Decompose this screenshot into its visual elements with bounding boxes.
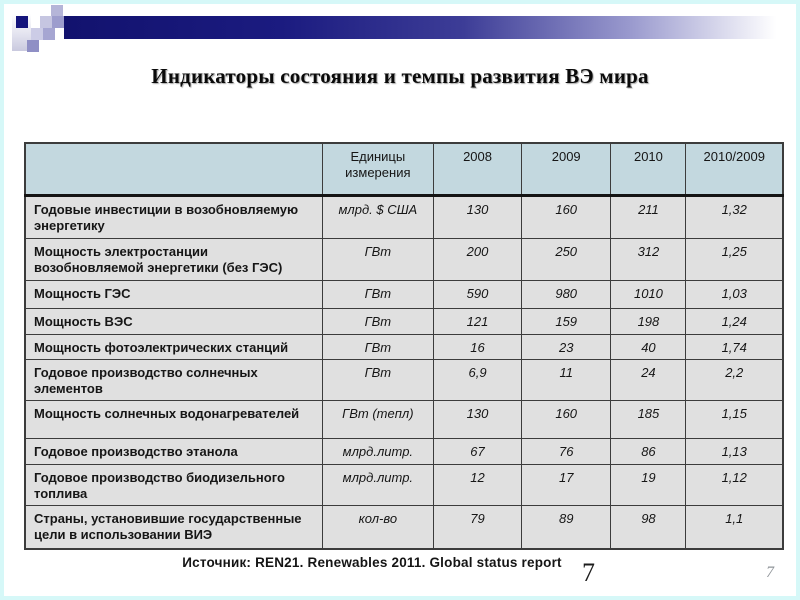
cell-ratio: 1,32: [686, 195, 783, 238]
cell-v2008: 130: [434, 195, 522, 238]
cell-v2009: 250: [521, 238, 610, 280]
cell-name: Мощность ВЭС: [25, 308, 322, 334]
cell-v2008: 130: [434, 401, 522, 439]
table-body: [25, 195, 783, 549]
deco-square: [40, 16, 52, 28]
cell-v2008: 79: [434, 506, 522, 549]
cell-v2009: 160: [521, 195, 610, 238]
indicators-table: [24, 142, 784, 550]
cell-v2010: 98: [611, 506, 686, 549]
cell-v2009: 89: [521, 506, 610, 549]
deco-square: [43, 28, 55, 40]
cell-v2009: 76: [521, 439, 610, 464]
cell-v2008: 200: [434, 238, 522, 280]
column-header: Единицы измерения: [322, 143, 433, 195]
cell-ratio: 1,12: [686, 464, 783, 506]
deco-square: [31, 28, 43, 40]
column-header: 2009: [521, 143, 610, 195]
cell-v2008: 121: [434, 308, 522, 334]
cell-unit: ГВт: [322, 359, 433, 401]
cell-v2010: 185: [611, 401, 686, 439]
table-header-row: [25, 143, 783, 195]
cell-v2010: 19: [611, 464, 686, 506]
cell-v2009: 159: [521, 308, 610, 334]
cell-unit: ГВт: [322, 334, 433, 359]
cell-name: Годовое производство этанола: [25, 439, 322, 464]
table-row: [25, 464, 783, 506]
table-row: [25, 280, 783, 308]
cell-v2008: 67: [434, 439, 522, 464]
cell-name: Мощность электростанции возобновляемой энергетики (без ГЭС): [25, 238, 322, 280]
cell-v2008: 12: [434, 464, 522, 506]
cell-v2009: 11: [521, 359, 610, 401]
cell-unit: ГВт: [322, 280, 433, 308]
cell-name: Страны, установившие государственные цели в использовании ВИЭ: [25, 506, 322, 549]
cell-name: Годовое производство биодизельного топлива: [25, 464, 322, 506]
cell-v2010: 312: [611, 238, 686, 280]
cell-ratio: 2,2: [686, 359, 783, 401]
cell-unit: млрд.литр.: [322, 439, 433, 464]
cell-v2008: 590: [434, 280, 522, 308]
cell-v2010: 198: [611, 308, 686, 334]
cell-name: Мощность ГЭС: [25, 280, 322, 308]
table-row: [25, 439, 783, 464]
table-row: [25, 238, 783, 280]
cell-ratio: 1,13: [686, 439, 783, 464]
cell-unit: ГВт (тепл): [322, 401, 433, 439]
cell-v2008: 16: [434, 334, 522, 359]
cell-v2009: 23: [521, 334, 610, 359]
source-caption: Источник: REN21. Renewables 2011. Global status report: [182, 555, 562, 570]
table-row: [25, 195, 783, 238]
cell-v2010: 24: [611, 359, 686, 401]
column-header: 2010/2009: [686, 143, 783, 195]
cell-name: Годовые инвестиции в возобновляемую энергетику: [25, 195, 322, 238]
cell-name: Мощность фотоэлектрических станций: [25, 334, 322, 359]
cell-v2009: 160: [521, 401, 610, 439]
cell-ratio: 1,24: [686, 308, 783, 334]
cell-ratio: 1,03: [686, 280, 783, 308]
cell-unit: ГВт: [322, 308, 433, 334]
column-header: 2008: [434, 143, 522, 195]
indicators-table-wrap: [24, 142, 784, 550]
cell-v2010: 86: [611, 439, 686, 464]
cell-v2008: 6,9: [434, 359, 522, 401]
cell-unit: млрд.литр.: [322, 464, 433, 506]
column-header: [25, 143, 322, 195]
deco-square: [52, 16, 64, 28]
cell-ratio: 1,74: [686, 334, 783, 359]
cell-v2010: 40: [611, 334, 686, 359]
table-row: [25, 401, 783, 439]
cell-name: Мощность солнечных водонагревателей: [25, 401, 322, 439]
table-row: [25, 308, 783, 334]
cell-v2009: 17: [521, 464, 610, 506]
cell-v2009: 980: [521, 280, 610, 308]
cell-ratio: 1,15: [686, 401, 783, 439]
column-header: 2010: [611, 143, 686, 195]
cell-unit: кол-во: [322, 506, 433, 549]
table-row: [25, 359, 783, 401]
cell-v2010: 1010: [611, 280, 686, 308]
cell-unit: ГВт: [322, 238, 433, 280]
page-number-inline: 7: [582, 558, 595, 587]
deco-square-navy: [16, 16, 28, 28]
cell-name: Годовое производство солнечных элементов: [25, 359, 322, 401]
cell-unit: млрд. $ США: [322, 195, 433, 238]
page-number-corner: 7: [766, 564, 774, 581]
deco-gradient-bar: [64, 16, 791, 39]
cell-ratio: 1,1: [686, 506, 783, 549]
cell-ratio: 1,25: [686, 238, 783, 280]
cell-v2010: 211: [611, 195, 686, 238]
table-row: [25, 506, 783, 549]
deco-square: [27, 40, 39, 52]
table-row: [25, 334, 783, 359]
slide-title: Индикаторы состояния и темпы развития ВЭ мира: [151, 64, 649, 88]
